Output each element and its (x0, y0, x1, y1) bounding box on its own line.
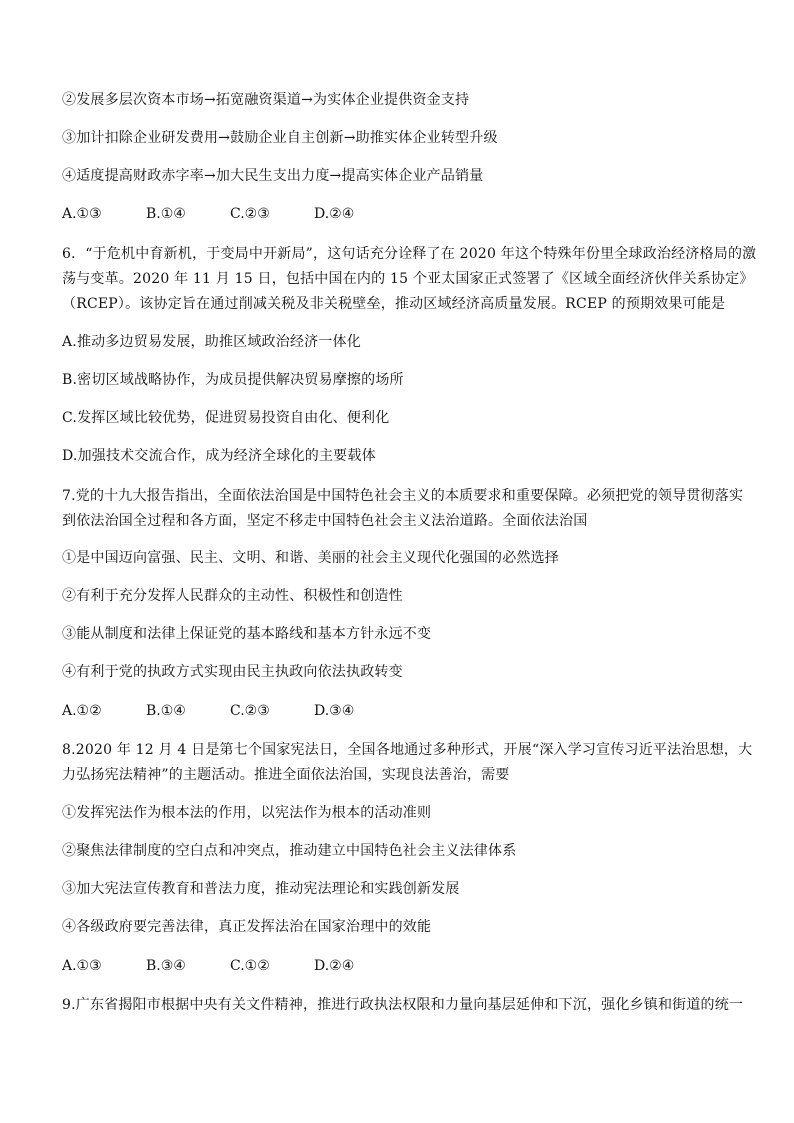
q7-choice-d: D.③④ (314, 703, 355, 719)
q6-stem-line-2: 荡与变革。2020 年 11 月 15 日，包括中国在内的 15 个亚太国家正式签署了《区域全面经济伙伴关系协定》 (62, 271, 754, 287)
q8-option-3: ③加大宪法宣传教育和普法力度，推动宪法理论和实践创新发展 (62, 881, 460, 897)
q8-option-4: ④各级政府要完善法律，真正发挥法治在国家治理中的效能 (62, 919, 432, 935)
q7-choice-a: A.①② (62, 703, 102, 719)
q7-option-4: ④有利于党的执政方式实现由民主执政向依法执政转变 (62, 664, 403, 680)
q8-choice-a: A.①③ (62, 958, 102, 974)
q6-option-d: D.加强技术交流合作，成为经济全球化的主要载体 (62, 448, 376, 464)
q6-option-b: B.密切区域战略协作，为成员提供解决贸易摩擦的场所 (62, 372, 404, 388)
q5-option-2: ②发展多层次资本市场→拓宽融资渠道→为实体企业提供资金支持 (62, 92, 470, 108)
q5-choice-a: A.①③ (62, 206, 102, 222)
q5-option-4: ④适度提高财政赤字率→加大民生支出力度→提高实体企业产品销量 (62, 168, 484, 184)
q7-option-1: ①是中国迈向富强、民主、文明、和谐、美丽的社会主义现代化强国的必然选择 (62, 550, 559, 566)
q7-stem-line-1: 7.党的十九大报告指出，全面依法治国是中国特色社会主义的本质要求和重要保障。必须把党的领导贯彻落实 (62, 488, 744, 504)
q5-choice-b: B.①④ (146, 206, 186, 222)
q7-option-2: ②有利于充分发挥人民群众的主动性、积极性和创造性 (62, 588, 403, 604)
q8-choice-d: D.②④ (314, 958, 355, 974)
q7-choices (62, 702, 354, 720)
q5-choice-c: C.②③ (230, 206, 270, 222)
q8-stem-line-2: 力弘扬宪法精神”的主题活动。推进全面依法治国，实现良法善治，需要 (62, 767, 510, 783)
q7-option-3: ③能从制度和法律上保证党的基本路线和基本方针永远不变 (62, 626, 432, 642)
q8-choices (62, 957, 354, 975)
q8-stem-line-1: 8.2020 年 12 月 4 日是第七个国家宪法日，全国各地通过多种形式，开展“深入学习宣传习近平法治思想，大 (62, 742, 753, 758)
q8-option-2: ②聚焦法律制度的空白点和冲突点，推动建立中国特色社会主义法律体系 (62, 843, 517, 859)
q6-option-a: A.推动多边贸易发展，助推区域政治经济一体化 (62, 334, 361, 350)
q5-choices (62, 205, 354, 223)
q8-option-1: ①发挥宪法作为根本法的作用，以宪法作为根本的活动准则 (62, 805, 432, 821)
q5-option-3: ③加计扣除企业研发费用→鼓励企业自主创新→助推实体企业转型升级 (62, 130, 498, 146)
q8-choice-c: C.①② (230, 958, 270, 974)
q6-stem-line-3: （RCEP）。该协定旨在通过削减关税及非关税壁垒，推动区域经济高质量发展。RCEP 的预期效果可能是 (62, 296, 726, 312)
q6-option-c: C.发挥区域比较优势，促进贸易投资自由化、便利化 (62, 410, 390, 426)
q7-choice-c: C.②③ (230, 703, 270, 719)
q6-stem-line-1: 6．“于危机中育新机，于变局中开新局”，这句话充分诠释了在 2020 年这个特殊年份里全球政治经济格局的激 (62, 246, 757, 262)
q9-stem-line-1: 9.广东省揭阳市根据中央有关文件精神，推进行政执法权限和力量向基层延伸和下沉，强化乡镇和街道的统一 (62, 997, 744, 1013)
q7-choice-b: B.①④ (146, 703, 186, 719)
q5-choice-d: D.②④ (314, 206, 355, 222)
q8-choice-b: B.③④ (146, 958, 186, 974)
q7-stem-line-2: 到依法治国全过程和各方面，坚定不移走中国特色社会主义法治道路。全面依法治国 (62, 513, 588, 529)
